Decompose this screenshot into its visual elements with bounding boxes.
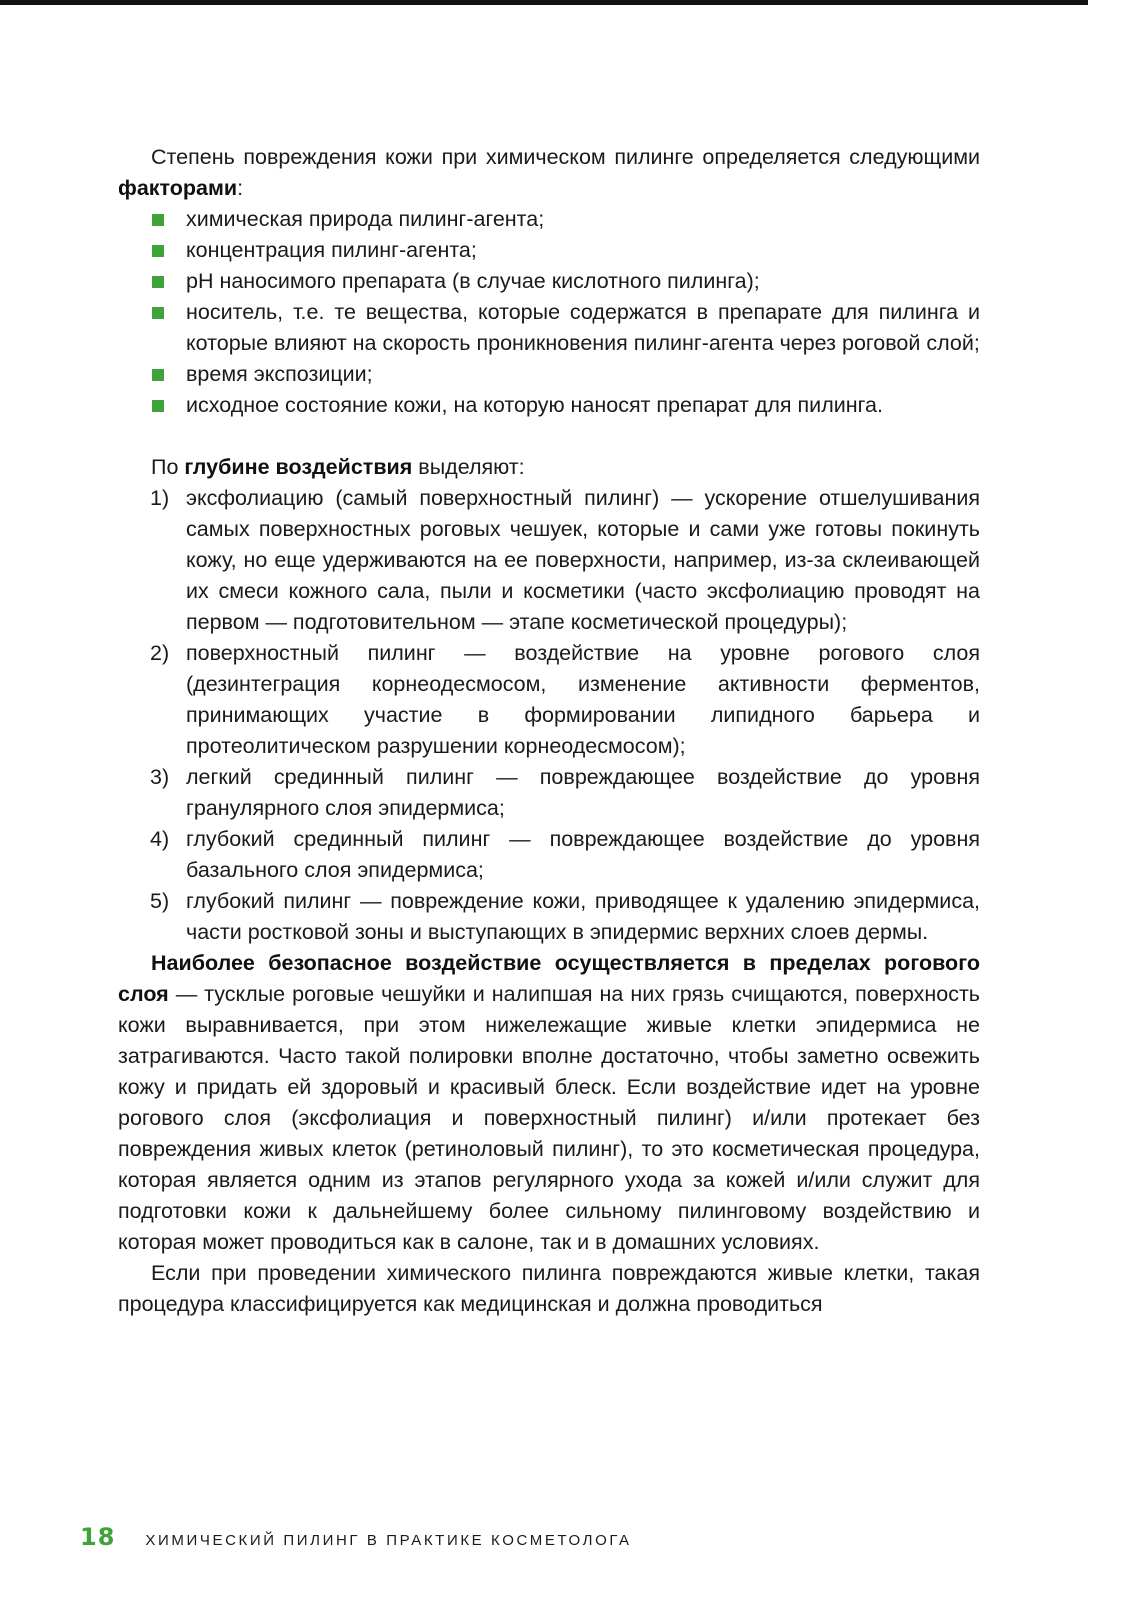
list-item: исходное состояние кожи, на которую наносят препарат для пилинга. <box>186 390 980 421</box>
list-item: носитель, т.е. те вещества, которые содержатся в препарате для пилинга и которые влияют на скорость проникновения пилинг-агента через роговой слой; <box>186 297 980 359</box>
list-item <box>150 638 980 762</box>
top-rule <box>0 0 1088 5</box>
paragraph-gap <box>118 421 980 452</box>
list-item: концентрация пилинг-агента; <box>186 235 980 266</box>
intro-text: Степень повреждения кожи при химическом пилинге определяется следующими <box>151 145 980 169</box>
medical-procedure-paragraph: Если при проведении химического пилинга повреждаются живые клетки, такая процедура классифицируется как медицинская и должна проводиться <box>118 1261 980 1316</box>
list-item: pH наносимого препарата (в случае кислотного пилинга); <box>186 266 980 297</box>
item-number: 2) <box>150 641 170 665</box>
factors-list <box>118 204 980 421</box>
item-number: 3) <box>150 765 170 789</box>
intro-colon: : <box>237 176 244 200</box>
page-body <box>118 142 980 1320</box>
item-number: 5) <box>150 889 170 913</box>
depth-levels-list <box>118 483 980 948</box>
list-item: химическая природа пилинг-агента; <box>186 204 980 235</box>
list-item <box>150 483 980 638</box>
item-text: легкий срединный пилинг — повреждающее воздействие до уровня гранулярного слоя эпидермиса; <box>186 765 980 820</box>
list-item: время экспозиции; <box>186 359 980 390</box>
depth-intro-tail: выделяют: <box>412 455 525 479</box>
safe-impact-text: — тусклые роговые чешуйки и налипшая на них грязь счищаются, поверхность кожи выравнивается, при этом нижележащие живые клетки эпидермиса не затрагиваются. Часто такой полировки вполне достаточно, чтобы заметно освежить кожу и придать ей здоровый и красивый блеск. Если воздействие идет на уровне рогового слоя (эксфолиация и поверхностный пилинг) и/или протекает без повреждения живых клеток (ретиноловый пилинг), то это косметическая процедура, которая является одним из этапов регулярного ухода за кожей и/или служит для подготовки кожи к дальнейшему более сильному пилинговому воздействию и которая может проводиться как в салоне, так и в домашних условиях. <box>118 982 980 1254</box>
safe-impact-paragraph <box>118 948 980 1258</box>
depth-intro <box>118 452 980 483</box>
page-number: 18 <box>80 1523 116 1551</box>
item-text: эксфолиацию (самый поверхностный пилинг) — ускорение отшелушивания самых поверхностных роговых чешуек, которые и сами уже готовы покинуть кожу, но еще удерживаются на ее поверхности, например, из-за склеивающей их смеси кожного сала, пыли и косметики (часто эксфолиацию проводят на первом — подготовительном — этапе косметической процедуры); <box>186 486 980 634</box>
depth-intro-text: По <box>151 455 185 479</box>
depth-intro-bold-term: глубине воздействия <box>184 455 413 479</box>
safe-impact-bold: Наиболее безопасное воздействие осуществляется в пределах рогового слоя <box>118 951 980 1006</box>
list-item <box>150 886 980 948</box>
intro-bold-term: факторами <box>118 176 238 200</box>
item-number: 1) <box>150 486 170 510</box>
item-text: глубокий срединный пилинг — повреждающее воздействие до уровня базального слоя эпидермиса; <box>186 827 980 882</box>
intro-paragraph <box>118 142 980 204</box>
item-text: поверхностный пилинг — воздействие на уровне рогового слоя (дезинтеграция корнеодесмосом, изменение активности ферментов, принимающих участие в формировании липидного барьера и протеолитическом разрушении корнеодесмосом); <box>186 641 980 758</box>
running-title: ХИМИЧЕСКИЙ ПИЛИНГ В ПРАКТИКЕ КОСМЕТОЛОГА <box>145 1532 632 1549</box>
item-number: 4) <box>150 827 170 851</box>
item-text: глубокий пилинг — повреждение кожи, приводящее к удалению эпидермиса, части ростковой зоны и выступающих в эпидермис верхних слоев дермы. <box>186 889 980 944</box>
page-footer <box>80 1523 632 1551</box>
list-item <box>150 824 980 886</box>
list-item <box>150 762 980 824</box>
